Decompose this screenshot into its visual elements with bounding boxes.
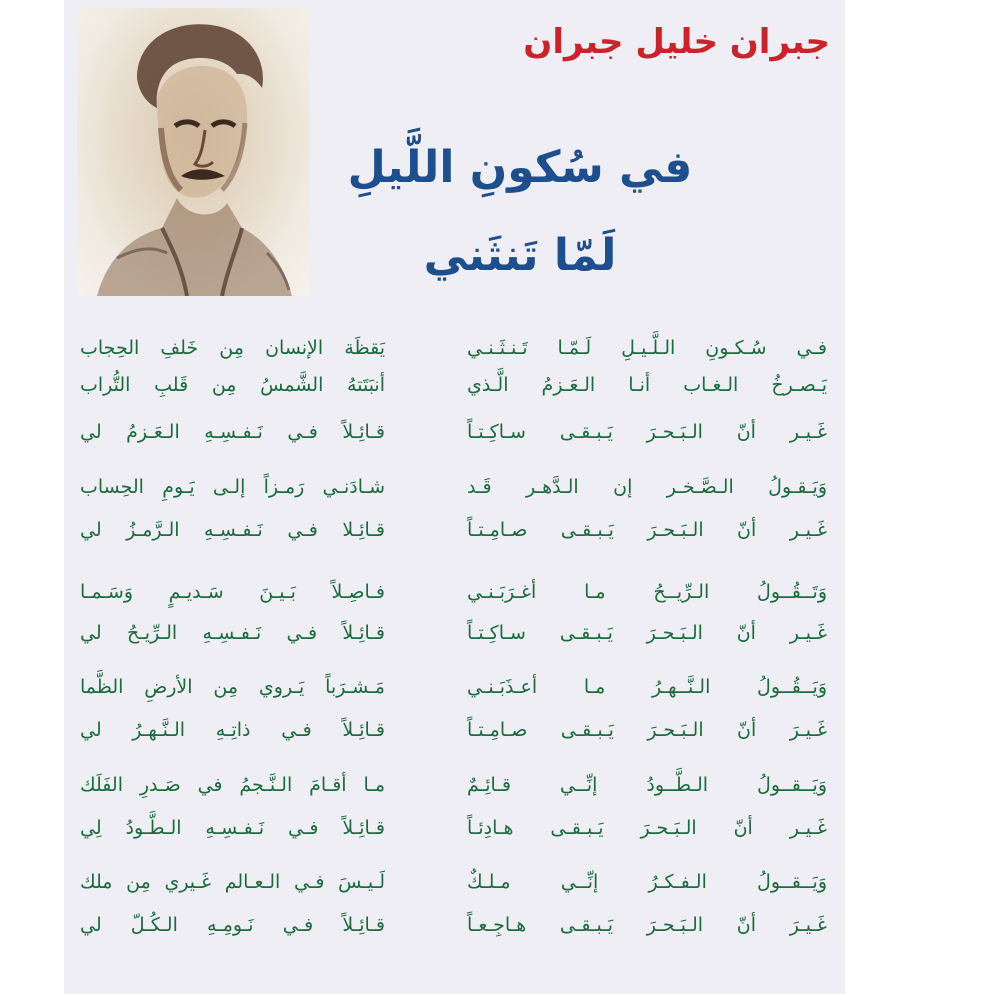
verse-right-9: غَـيـرَ أنّ الـبَـحـرَ يَـبـقـى صـامِـتـاً bbox=[467, 719, 827, 741]
verse-left-9: قـائِـلاً فـي ذاتِـهِ الـنَّـهـرُ لي bbox=[80, 719, 385, 741]
verse-left-7: قـائِـلاً فـي نَـفـسِـهِ الـرِّيـحُ لي bbox=[80, 622, 385, 644]
author-name: جبران خليل جبران bbox=[523, 22, 830, 62]
verse-right-12: وَيَــقــولُ الـفـكـرُ إنِّــي مـلـكٌ bbox=[467, 871, 827, 893]
verse-right-8: وَيَــقُــولُ الـنَّــهـرُ مـا أعـذَبَـنـي bbox=[467, 676, 827, 698]
verse-right-13: غَـيـرَ أنّ الـبَـحـرَ يَـبـقـى هـاجِـعـاً bbox=[467, 914, 827, 936]
verse-right-1: فـي سُـكـونِ الـلَّـيـلِ لَـمّـا تَـنـثَـنـي bbox=[467, 337, 827, 359]
poem-title-line2: لَمّا تَنثَني bbox=[423, 230, 617, 281]
verse-right-11: غَـيـر أنّ الـبَـحـرَ يَـبـقـى هـادِئـاً bbox=[467, 817, 827, 839]
verse-left-5: قـائِـلا فـي نَـفـسِـهِ الـرَّمـزُ لي bbox=[80, 519, 385, 541]
verse-left-8: مَـشـرَباً يَـروي مِن الأرضِ الظَّما bbox=[80, 676, 385, 698]
verse-right-5: غَـيـر أنّ الـبَـحـرَ يَـبـقـى صـامِـتـاً bbox=[467, 519, 827, 541]
author-portrait bbox=[77, 8, 310, 296]
verse-right-2: يَـصـرخُ الـغـاب أنـا الـعَـزمُ الَّـذي bbox=[467, 374, 827, 396]
verse-left-13: قـائِـلاً فـي نَـومِـهِ الـكُـلّ لي bbox=[80, 914, 385, 936]
verse-left-4: شـادَنـي رَمـزاً إلـى يَـومِ الحِساب bbox=[80, 476, 385, 498]
verse-right-10: وَيَــقــولُ الـطَّــودُ إنِّــي قـائِـمٌ bbox=[467, 774, 827, 796]
verse-left-1: يَقظَة الإنسان مِن خَلفِ الحِجاب bbox=[80, 337, 385, 359]
verse-left-11: قـائِـلاً فـي نَـفـسِـهِ الـطَّـودُ لِي bbox=[80, 817, 385, 839]
verse-left-6: فـاصِـلاً بَـيـنَ سَـديـمٍ وَسَـمـا bbox=[80, 581, 385, 603]
poem-title-line1: في سُكونِ اللَّيلِ bbox=[347, 142, 693, 193]
verse-left-2: أنبَتَتهُ الشَّمسُ مِن قَلبِ التُّراب bbox=[80, 374, 385, 396]
verse-left-10: مـا أقـامَ الـنَّـجمُ في صَـدرِ الفَلَك bbox=[80, 774, 385, 796]
verse-left-12: لَـيـسَ فـي الـعـالم غَـيري مِن ملك bbox=[80, 871, 385, 893]
verse-right-7: غَـيـر أنّ الـبَـحـرَ يَـبـقـى سـاكِـتـاً bbox=[467, 622, 827, 644]
verse-right-6: وَتَــقُــولُ الـرِّيــحُ مـا أغـرَبَـنـي bbox=[467, 581, 827, 603]
verse-left-3: قـائِـلاً فـي نَـفـسِـهِ الـعَـزمُ لي bbox=[80, 421, 385, 443]
verse-right-4: وَيَـقـولُ الـصَّـخـر إن الـدَّهـر قَـد bbox=[467, 476, 827, 498]
verse-right-3: غَـيـر أنّ الـبَـحـرَ يَـبـقـى سـاكِـتـاً bbox=[467, 421, 827, 443]
portrait-sketch-icon bbox=[77, 8, 310, 296]
